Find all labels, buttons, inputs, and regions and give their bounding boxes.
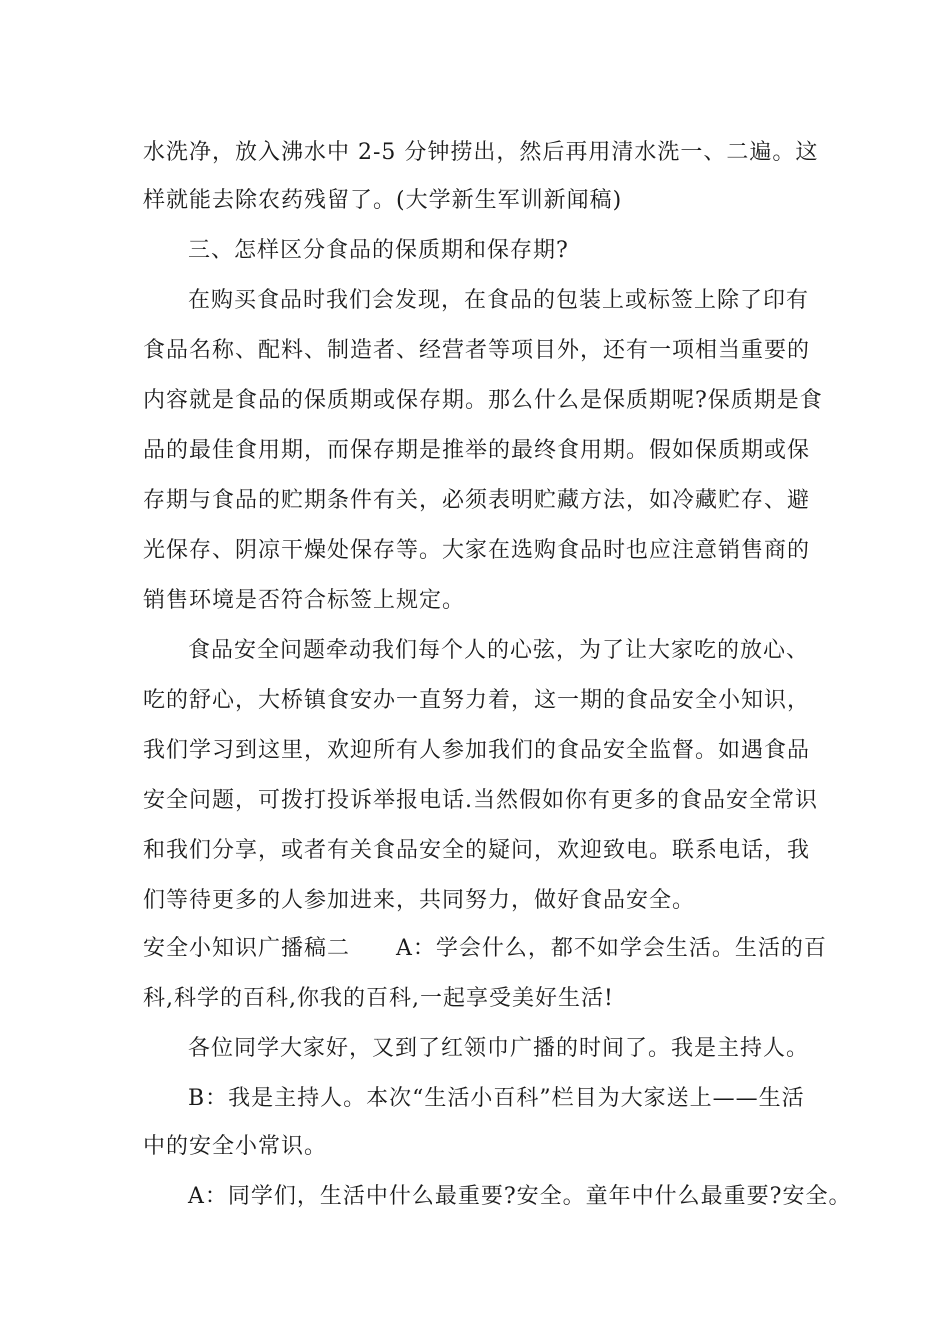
text-line: 们等待更多的人参加进来，共同努力，做好食品安全。	[143, 888, 696, 913]
text-line: 食品安全问题牵动我们每个人的心弦，为了让大家吃的放心、	[188, 638, 810, 663]
section-title-line: 安全小知识广播稿二 A：学会什么，都不如学会生活。生活的百	[143, 936, 827, 961]
text-line: 销售环境是否符合标签上规定。	[143, 588, 466, 613]
section-heading: 三、怎样区分食品的保质期和保存期?	[188, 238, 569, 263]
text-line: 各位同学大家好，又到了红领巾广播的时间了。我是主持人。	[188, 1036, 810, 1061]
text-line: B：我是主持人。本次“生活小百科”栏目为大家送上——生活	[188, 1086, 805, 1111]
text-line: A：同学们，生活中什么最重要?安全。童年中什么最重要?安全。	[188, 1184, 852, 1209]
text-line: 品的最佳食用期，而保存期是推举的最终食用期。假如保质期或保	[143, 438, 811, 463]
text-line: 中的安全小常识。	[143, 1134, 328, 1159]
text-line: 科,科学的百科,你我的百科,一起享受美好生活!	[143, 986, 614, 1011]
text-line: 吃的舒心，大桥镇食安办一直努力着，这一期的食品安全小知识，	[143, 688, 811, 713]
text-line: 安全问题，可拨打投诉举报电话.当然假如你有更多的食品安全常识	[143, 788, 818, 813]
text-line: 光保存、阴凉干燥处保存等。大家在选购食品时也应注意销售商的	[143, 538, 811, 563]
text-line: 和我们分享，或者有关食品安全的疑问，欢迎致电。联系电话，我	[143, 838, 811, 863]
text-line: 存期与食品的贮期条件有关，必须表明贮藏方法，如冷藏贮存、避	[143, 488, 811, 513]
text-line: 样就能去除农药残留了。(大学新生军训新闻稿)	[143, 188, 623, 213]
text-line: 在购买食品时我们会发现，在食品的包装上或标签上除了印有	[188, 288, 810, 313]
text-line: 内容就是食品的保质期或保存期。那么什么是保质期呢?保质期是食	[143, 388, 823, 413]
text-line: 水洗净，放入沸水中 2-5 分钟捞出，然后再用清水洗一、二遍。这	[143, 140, 819, 165]
text-line: 食品名称、配料、制造者、经营者等项目外，还有一项相当重要的	[143, 338, 811, 363]
text-line: 我们学习到这里，欢迎所有人参加我们的食品安全监督。如遇食品	[143, 738, 811, 763]
